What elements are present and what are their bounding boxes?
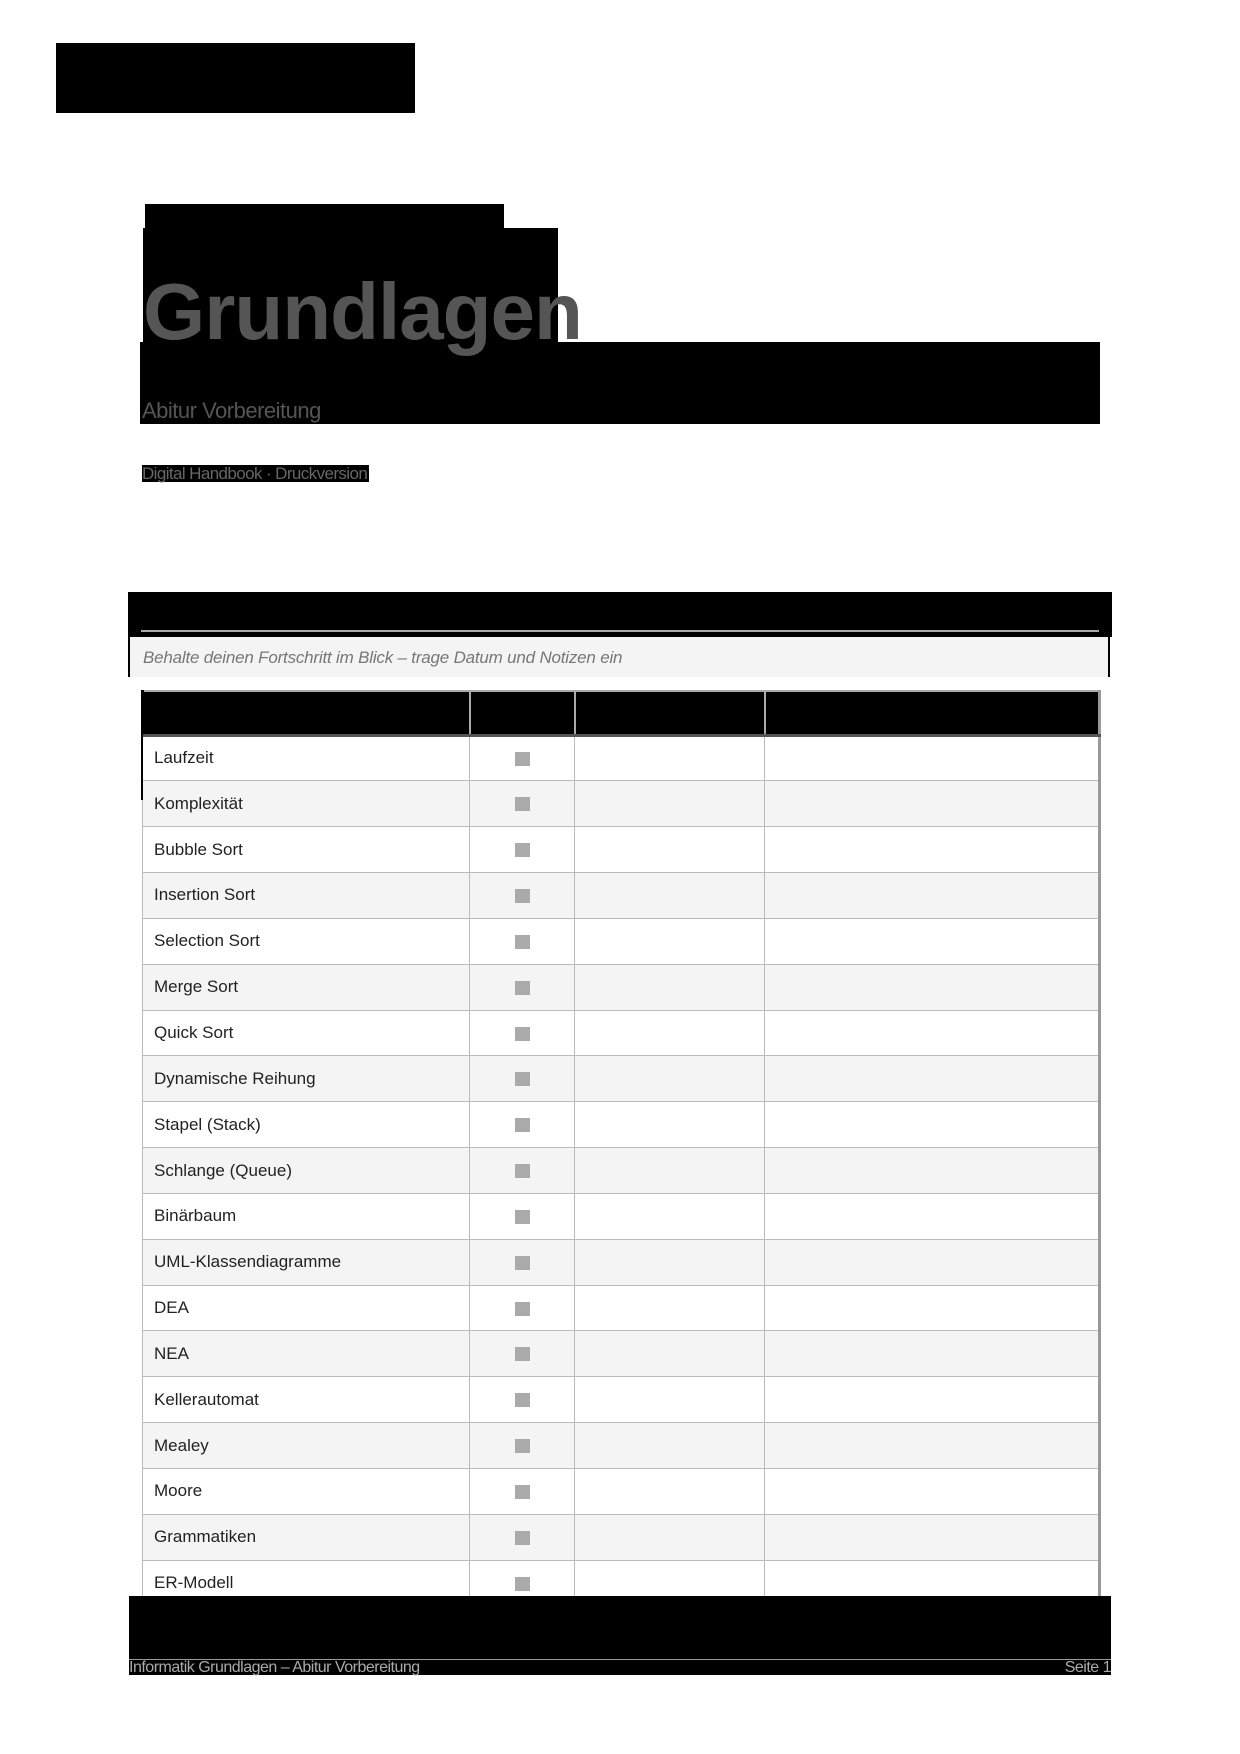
topic-cell: Binärbaum	[143, 1193, 470, 1239]
title-redacted-block-top	[145, 204, 504, 228]
column-header-date	[575, 691, 765, 735]
checkbox-icon[interactable]	[515, 1027, 530, 1041]
table-header-row	[143, 691, 1100, 735]
notes-cell[interactable]	[765, 827, 1100, 873]
done-cell[interactable]	[470, 1285, 575, 1331]
notes-cell[interactable]	[765, 1148, 1100, 1194]
checkbox-icon[interactable]	[515, 1531, 530, 1545]
date-cell[interactable]	[575, 1056, 765, 1102]
notes-cell[interactable]	[765, 1331, 1100, 1377]
column-header-topic	[143, 691, 470, 735]
date-cell[interactable]	[575, 781, 765, 827]
topic-cell: Stapel (Stack)	[143, 1102, 470, 1148]
notes-cell[interactable]	[765, 1514, 1100, 1560]
notes-cell[interactable]	[765, 1285, 1100, 1331]
notes-cell[interactable]	[765, 1377, 1100, 1423]
topic-cell: Selection Sort	[143, 918, 470, 964]
table-row	[143, 735, 1100, 781]
notes-cell[interactable]	[765, 1423, 1100, 1469]
table-row	[143, 1239, 1100, 1285]
table-row	[143, 1056, 1100, 1102]
notes-cell[interactable]	[765, 873, 1100, 919]
table-row	[143, 1285, 1100, 1331]
done-cell[interactable]	[470, 1056, 575, 1102]
done-cell[interactable]	[470, 1514, 575, 1560]
checkbox-icon[interactable]	[515, 1439, 530, 1453]
column-header-done	[470, 691, 575, 735]
topic-cell: ER-Modell	[143, 1560, 470, 1606]
notes-cell[interactable]	[765, 964, 1100, 1010]
notes-cell[interactable]	[765, 1056, 1100, 1102]
done-cell[interactable]	[470, 1331, 575, 1377]
table-row	[143, 1102, 1100, 1148]
footer-document-title: Informatik Grundlagen – Abitur Vorbereitung	[129, 1659, 420, 1676]
date-cell[interactable]	[575, 873, 765, 919]
table-row	[143, 1423, 1100, 1469]
checkbox-icon[interactable]	[515, 889, 530, 903]
date-cell[interactable]	[575, 1239, 765, 1285]
topic-cell: Komplexität	[143, 781, 470, 827]
topic-cell: Mealey	[143, 1423, 470, 1469]
topic-cell: UML-Klassendiagramme	[143, 1239, 470, 1285]
done-cell[interactable]	[470, 1148, 575, 1194]
checkbox-icon[interactable]	[515, 1347, 530, 1361]
done-cell[interactable]	[470, 1239, 575, 1285]
topic-cell: Dynamische Reihung	[143, 1056, 470, 1102]
date-cell[interactable]	[575, 1469, 765, 1515]
table-left-edge	[141, 690, 143, 800]
topic-cell: Moore	[143, 1469, 470, 1515]
table-row	[143, 1377, 1100, 1423]
notes-cell[interactable]	[765, 1010, 1100, 1056]
column-header-notes	[765, 691, 1100, 735]
footer-page-number: Seite 1	[1064, 1659, 1111, 1676]
checkbox-icon[interactable]	[515, 797, 530, 811]
progress-table	[141, 690, 1101, 1607]
done-cell[interactable]	[470, 1469, 575, 1515]
date-cell[interactable]	[575, 1193, 765, 1239]
page-title: Grundlagen	[143, 267, 582, 356]
date-cell[interactable]	[575, 964, 765, 1010]
table-row	[143, 964, 1100, 1010]
table-row	[143, 1469, 1100, 1515]
date-cell[interactable]	[575, 1514, 765, 1560]
notes-cell[interactable]	[765, 1469, 1100, 1515]
table-row	[143, 1514, 1100, 1560]
table-row	[143, 1010, 1100, 1056]
checkbox-icon[interactable]	[515, 843, 530, 857]
done-cell[interactable]	[470, 1102, 575, 1148]
done-cell[interactable]	[470, 1010, 575, 1056]
notes-cell[interactable]	[765, 735, 1100, 781]
topic-cell: Merge Sort	[143, 964, 470, 1010]
topic-cell: Laufzeit	[143, 735, 470, 781]
notes-cell[interactable]	[765, 1239, 1100, 1285]
done-cell[interactable]	[470, 1377, 575, 1423]
topic-cell: Quick Sort	[143, 1010, 470, 1056]
done-cell[interactable]	[470, 1193, 575, 1239]
section-description-band	[128, 637, 1110, 677]
done-cell[interactable]	[470, 964, 575, 1010]
checkbox-icon[interactable]	[515, 1210, 530, 1224]
date-cell[interactable]	[575, 918, 765, 964]
checkbox-icon[interactable]	[515, 1485, 530, 1499]
topic-cell: Bubble Sort	[143, 827, 470, 873]
done-cell[interactable]	[470, 827, 575, 873]
date-cell[interactable]	[575, 1285, 765, 1331]
topic-cell: DEA	[143, 1285, 470, 1331]
date-cell[interactable]	[575, 1102, 765, 1148]
section-description: Behalte deinen Fortschritt im Blick – trage Datum und Notizen ein	[143, 648, 623, 667]
checkbox-icon[interactable]	[515, 1393, 530, 1407]
checkbox-icon[interactable]	[515, 981, 530, 995]
notes-cell[interactable]	[765, 1193, 1100, 1239]
done-cell[interactable]	[470, 1423, 575, 1469]
topic-cell: Insertion Sort	[143, 873, 470, 919]
section-divider	[141, 630, 1099, 632]
checkbox-icon[interactable]	[515, 1072, 530, 1086]
done-cell[interactable]	[470, 873, 575, 919]
checkbox-icon[interactable]	[515, 935, 530, 949]
table-row	[143, 1331, 1100, 1377]
done-cell[interactable]	[470, 735, 575, 781]
table-row	[143, 918, 1100, 964]
topic-cell: Grammatiken	[143, 1514, 470, 1560]
date-cell[interactable]	[575, 1148, 765, 1194]
table-row	[143, 1193, 1100, 1239]
done-cell[interactable]	[470, 781, 575, 827]
checkbox-icon[interactable]	[515, 1577, 530, 1591]
checkbox-icon[interactable]	[515, 752, 530, 766]
topic-cell: Kellerautomat	[143, 1377, 470, 1423]
date-cell[interactable]	[575, 1377, 765, 1423]
tagline: Digital Handbook · Druckversion	[142, 464, 368, 483]
table-row	[143, 1148, 1100, 1194]
date-cell[interactable]	[575, 1423, 765, 1469]
notes-cell[interactable]	[765, 918, 1100, 964]
checkbox-icon[interactable]	[515, 1302, 530, 1316]
topic-cell: Schlange (Queue)	[143, 1148, 470, 1194]
date-cell[interactable]	[575, 735, 765, 781]
notes-cell[interactable]	[765, 1102, 1100, 1148]
table-row	[143, 827, 1100, 873]
table-row	[143, 781, 1100, 827]
table-row	[143, 873, 1100, 919]
page-subtitle: Abitur Vorbereitung	[142, 398, 321, 423]
topic-cell: NEA	[143, 1331, 470, 1377]
notes-cell[interactable]	[765, 781, 1100, 827]
checkbox-icon[interactable]	[515, 1118, 530, 1132]
done-cell[interactable]	[470, 918, 575, 964]
logo-redacted-block	[56, 43, 415, 113]
date-cell[interactable]	[575, 1010, 765, 1056]
date-cell[interactable]	[575, 1331, 765, 1377]
date-cell[interactable]	[575, 827, 765, 873]
checkbox-icon[interactable]	[515, 1256, 530, 1270]
checkbox-icon[interactable]	[515, 1164, 530, 1178]
